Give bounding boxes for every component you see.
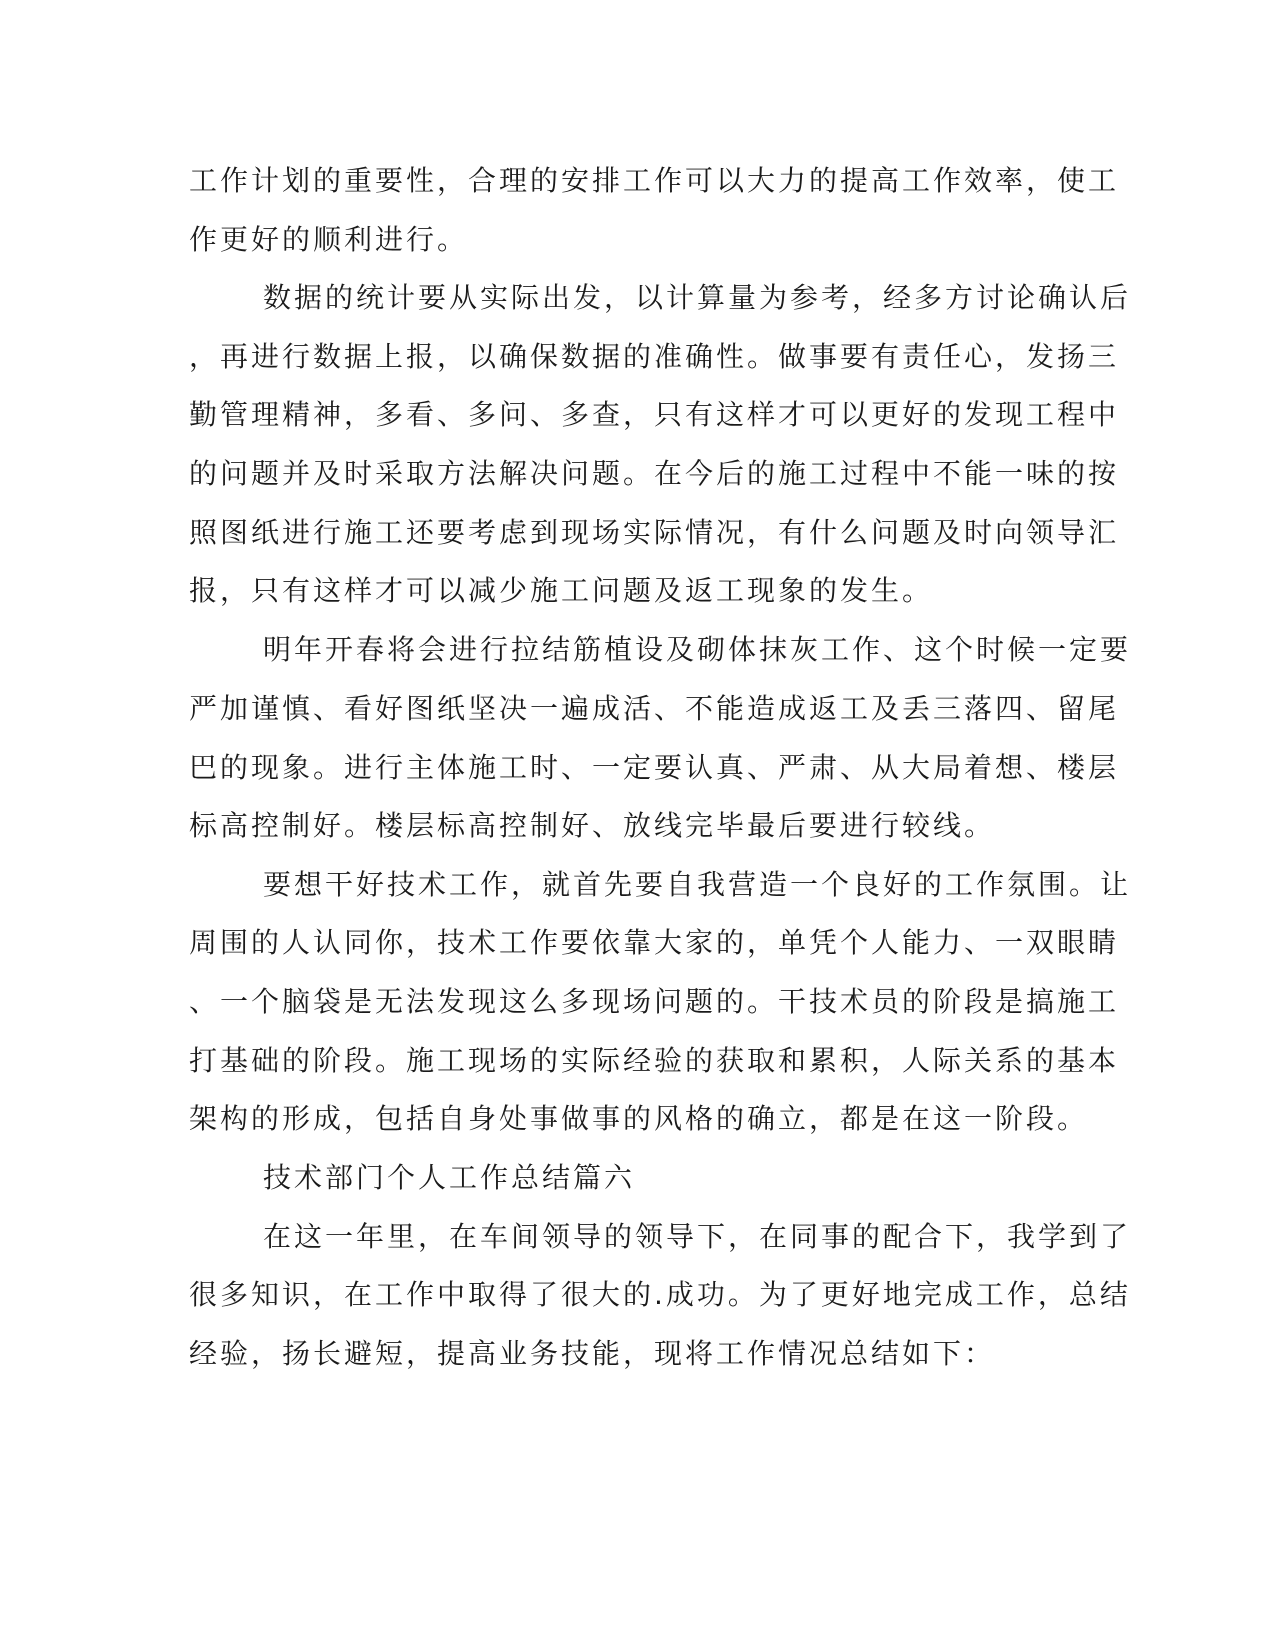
paragraph-first-line: 明年开春将会进行拉结筋植设及砌体抹灰工作、这个时候一定要	[263, 633, 1132, 666]
text-line: 报，只有这样才可以减少施工问题及返工现象的发生。	[189, 574, 934, 607]
text-line: 、一个脑袋是无法发现这么多现场问题的。干技术员的阶段是搞施工	[189, 985, 1120, 1018]
section-heading: 技术部门个人工作总结篇六	[263, 1161, 636, 1194]
text-line: 打基础的阶段。施工现场的实际经验的获取和累积，人际关系的基本	[189, 1044, 1120, 1077]
text-line: 作更好的顺利进行。	[189, 223, 469, 256]
paragraph-first-line: 数据的统计要从实际出发，以计算量为参考，经多方讨论确认后	[263, 281, 1132, 314]
text-line: 经验，扬长避短，提高业务技能，现将工作情况总结如下：	[189, 1337, 996, 1370]
text-line: 标高控制好。楼层标高控制好、放线完毕最后要进行较线。	[189, 809, 996, 842]
text-line: 工作计划的重要性，合理的安排工作可以大力的提高工作效率，使工	[189, 164, 1120, 197]
text-line: 架构的形成，包括自身处事做事的风格的确立，都是在这一阶段。	[189, 1102, 1089, 1135]
text-line: ，再进行数据上报，以确保数据的准确性。做事要有责任心，发扬三	[189, 340, 1120, 373]
text-line: 勤管理精神，多看、多问、多查，只有这样才可以更好的发现工程中	[189, 398, 1120, 431]
text-line: 很多知识，在工作中取得了很大的.成功。为了更好地完成工作，总结	[189, 1278, 1131, 1311]
paragraph-first-line: 要想干好技术工作，就首先要自我营造一个良好的工作氛围。让	[263, 868, 1132, 901]
text-line: 巴的现象。进行主体施工时、一定要认真、严肃、从大局着想、楼层	[189, 751, 1120, 784]
paragraph-first-line: 在这一年里，在车间领导的领导下，在同事的配合下，我学到了	[263, 1220, 1132, 1253]
text-line: 严加谨慎、看好图纸坚决一遍成活、不能造成返工及丢三落四、留尾	[189, 692, 1120, 725]
text-line: 周围的人认同你，技术工作要依靠大家的，单凭个人能力、一双眼睛	[189, 926, 1120, 959]
text-line: 的问题并及时采取方法解决问题。在今后的施工过程中不能一味的按	[189, 457, 1120, 490]
text-line: 照图纸进行施工还要考虑到现场实际情况，有什么问题及时向领导汇	[189, 516, 1120, 549]
